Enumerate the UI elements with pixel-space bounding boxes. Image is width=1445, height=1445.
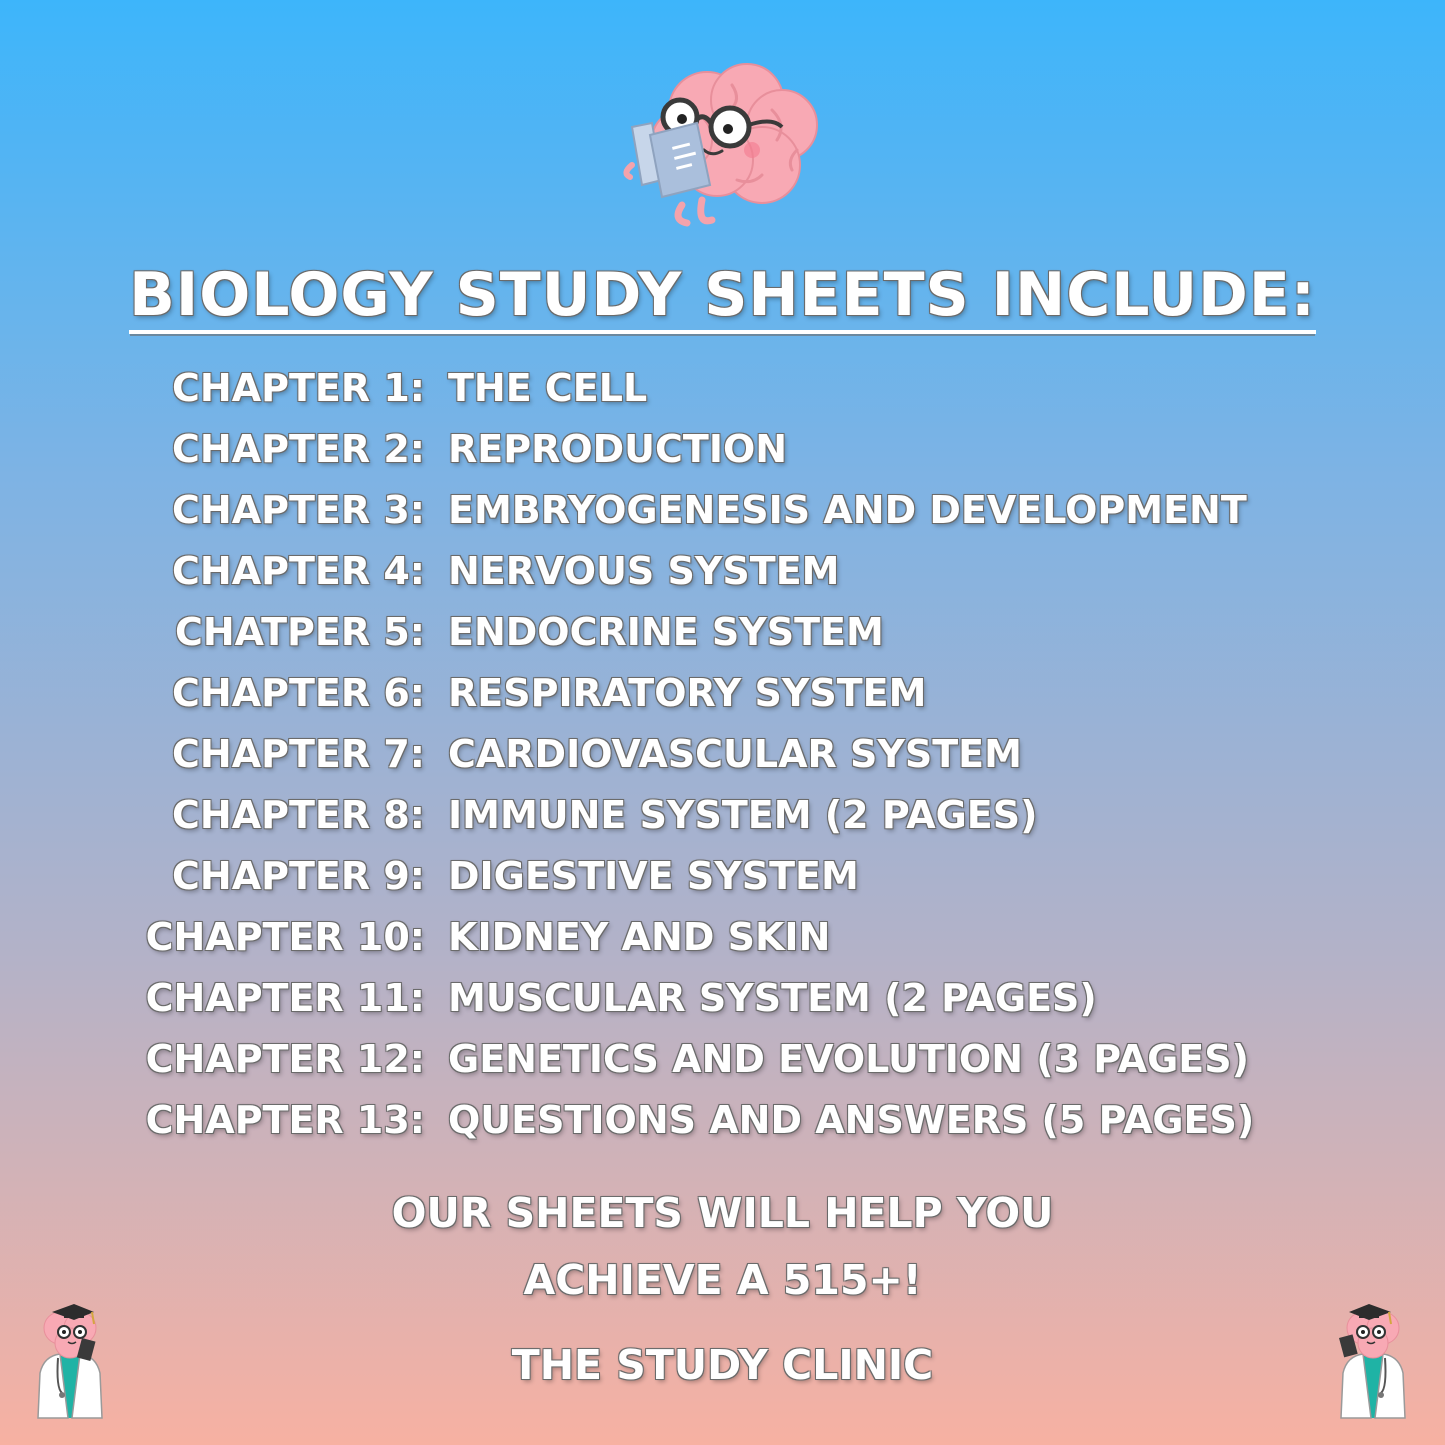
brain-doctor-graduate-icon: [1333, 1298, 1413, 1423]
list-item: [0, 724, 1445, 785]
chapter-title: THE CELL: [448, 366, 648, 410]
list-item: [0, 480, 1445, 541]
chapter-title: ENDOCRINE SYSTEM: [448, 610, 884, 654]
list-item: [0, 1029, 1445, 1090]
list-item: [0, 602, 1445, 663]
chapter-title: REPRODUCTION: [448, 427, 788, 471]
chapter-label: CHAPTER 7:: [172, 732, 425, 776]
brain-doctor-graduate-icon: [30, 1298, 110, 1423]
list-item: [0, 1090, 1445, 1151]
chapter-title: KIDNEY AND SKIN: [448, 915, 831, 959]
list-item: [0, 968, 1445, 1029]
chapter-label: CHAPTER 6:: [172, 671, 425, 715]
chapter-title: MUSCULAR SYSTEM (2 PAGES): [448, 976, 1097, 1020]
chapter-title: IMMUNE SYSTEM (2 PAGES): [448, 793, 1038, 837]
list-item: [0, 541, 1445, 602]
brand-name: THE STUDY CLINIC: [511, 1341, 934, 1389]
promo-line-1: OUR SHEETS WILL HELP YOU: [391, 1189, 1054, 1237]
chapter-label: CHAPTER 8:: [172, 793, 425, 837]
chapter-label: CHAPTER 1:: [172, 366, 425, 410]
list-item: [0, 907, 1445, 968]
chapter-title: RESPIRATORY SYSTEM: [448, 671, 927, 715]
chapter-label: CHAPTER 11:: [145, 976, 425, 1020]
promo-text: [0, 1180, 1445, 1314]
chapter-label: CHAPTER 4:: [172, 549, 425, 593]
brain-reading-book-icon: [612, 55, 837, 230]
page-title: [0, 255, 1445, 335]
list-item: [0, 785, 1445, 846]
list-item: [0, 419, 1445, 480]
chapter-title: NERVOUS SYSTEM: [448, 549, 840, 593]
list-item: [0, 358, 1445, 419]
chapter-label: CHAPTER 9:: [172, 854, 425, 898]
chapter-label: CHAPTER 10:: [145, 915, 425, 959]
chapter-title: QUESTIONS AND ANSWERS (5 PAGES): [448, 1098, 1255, 1142]
list-item: [0, 846, 1445, 907]
chapter-label: CHAPTER 3:: [172, 488, 425, 532]
chapter-label: CHATPER 5:: [174, 610, 425, 654]
chapter-title: EMBRYOGENESIS AND DEVELOPMENT: [448, 488, 1247, 532]
chapter-title: DIGESTIVE SYSTEM: [448, 854, 859, 898]
chapter-label: CHAPTER 2:: [172, 427, 425, 471]
chapter-title: CARDIOVASCULAR SYSTEM: [448, 732, 1022, 776]
promo-line-2: ACHIEVE A 515+!: [523, 1256, 922, 1304]
chapter-title: GENETICS AND EVOLUTION (3 PAGES): [448, 1037, 1249, 1081]
chapter-label: CHAPTER 12:: [145, 1037, 425, 1081]
chapter-label: CHAPTER 13:: [145, 1098, 425, 1142]
list-item: [0, 663, 1445, 724]
title-text: BIOLOGY STUDY SHEETS INCLUDE:: [129, 260, 1316, 334]
